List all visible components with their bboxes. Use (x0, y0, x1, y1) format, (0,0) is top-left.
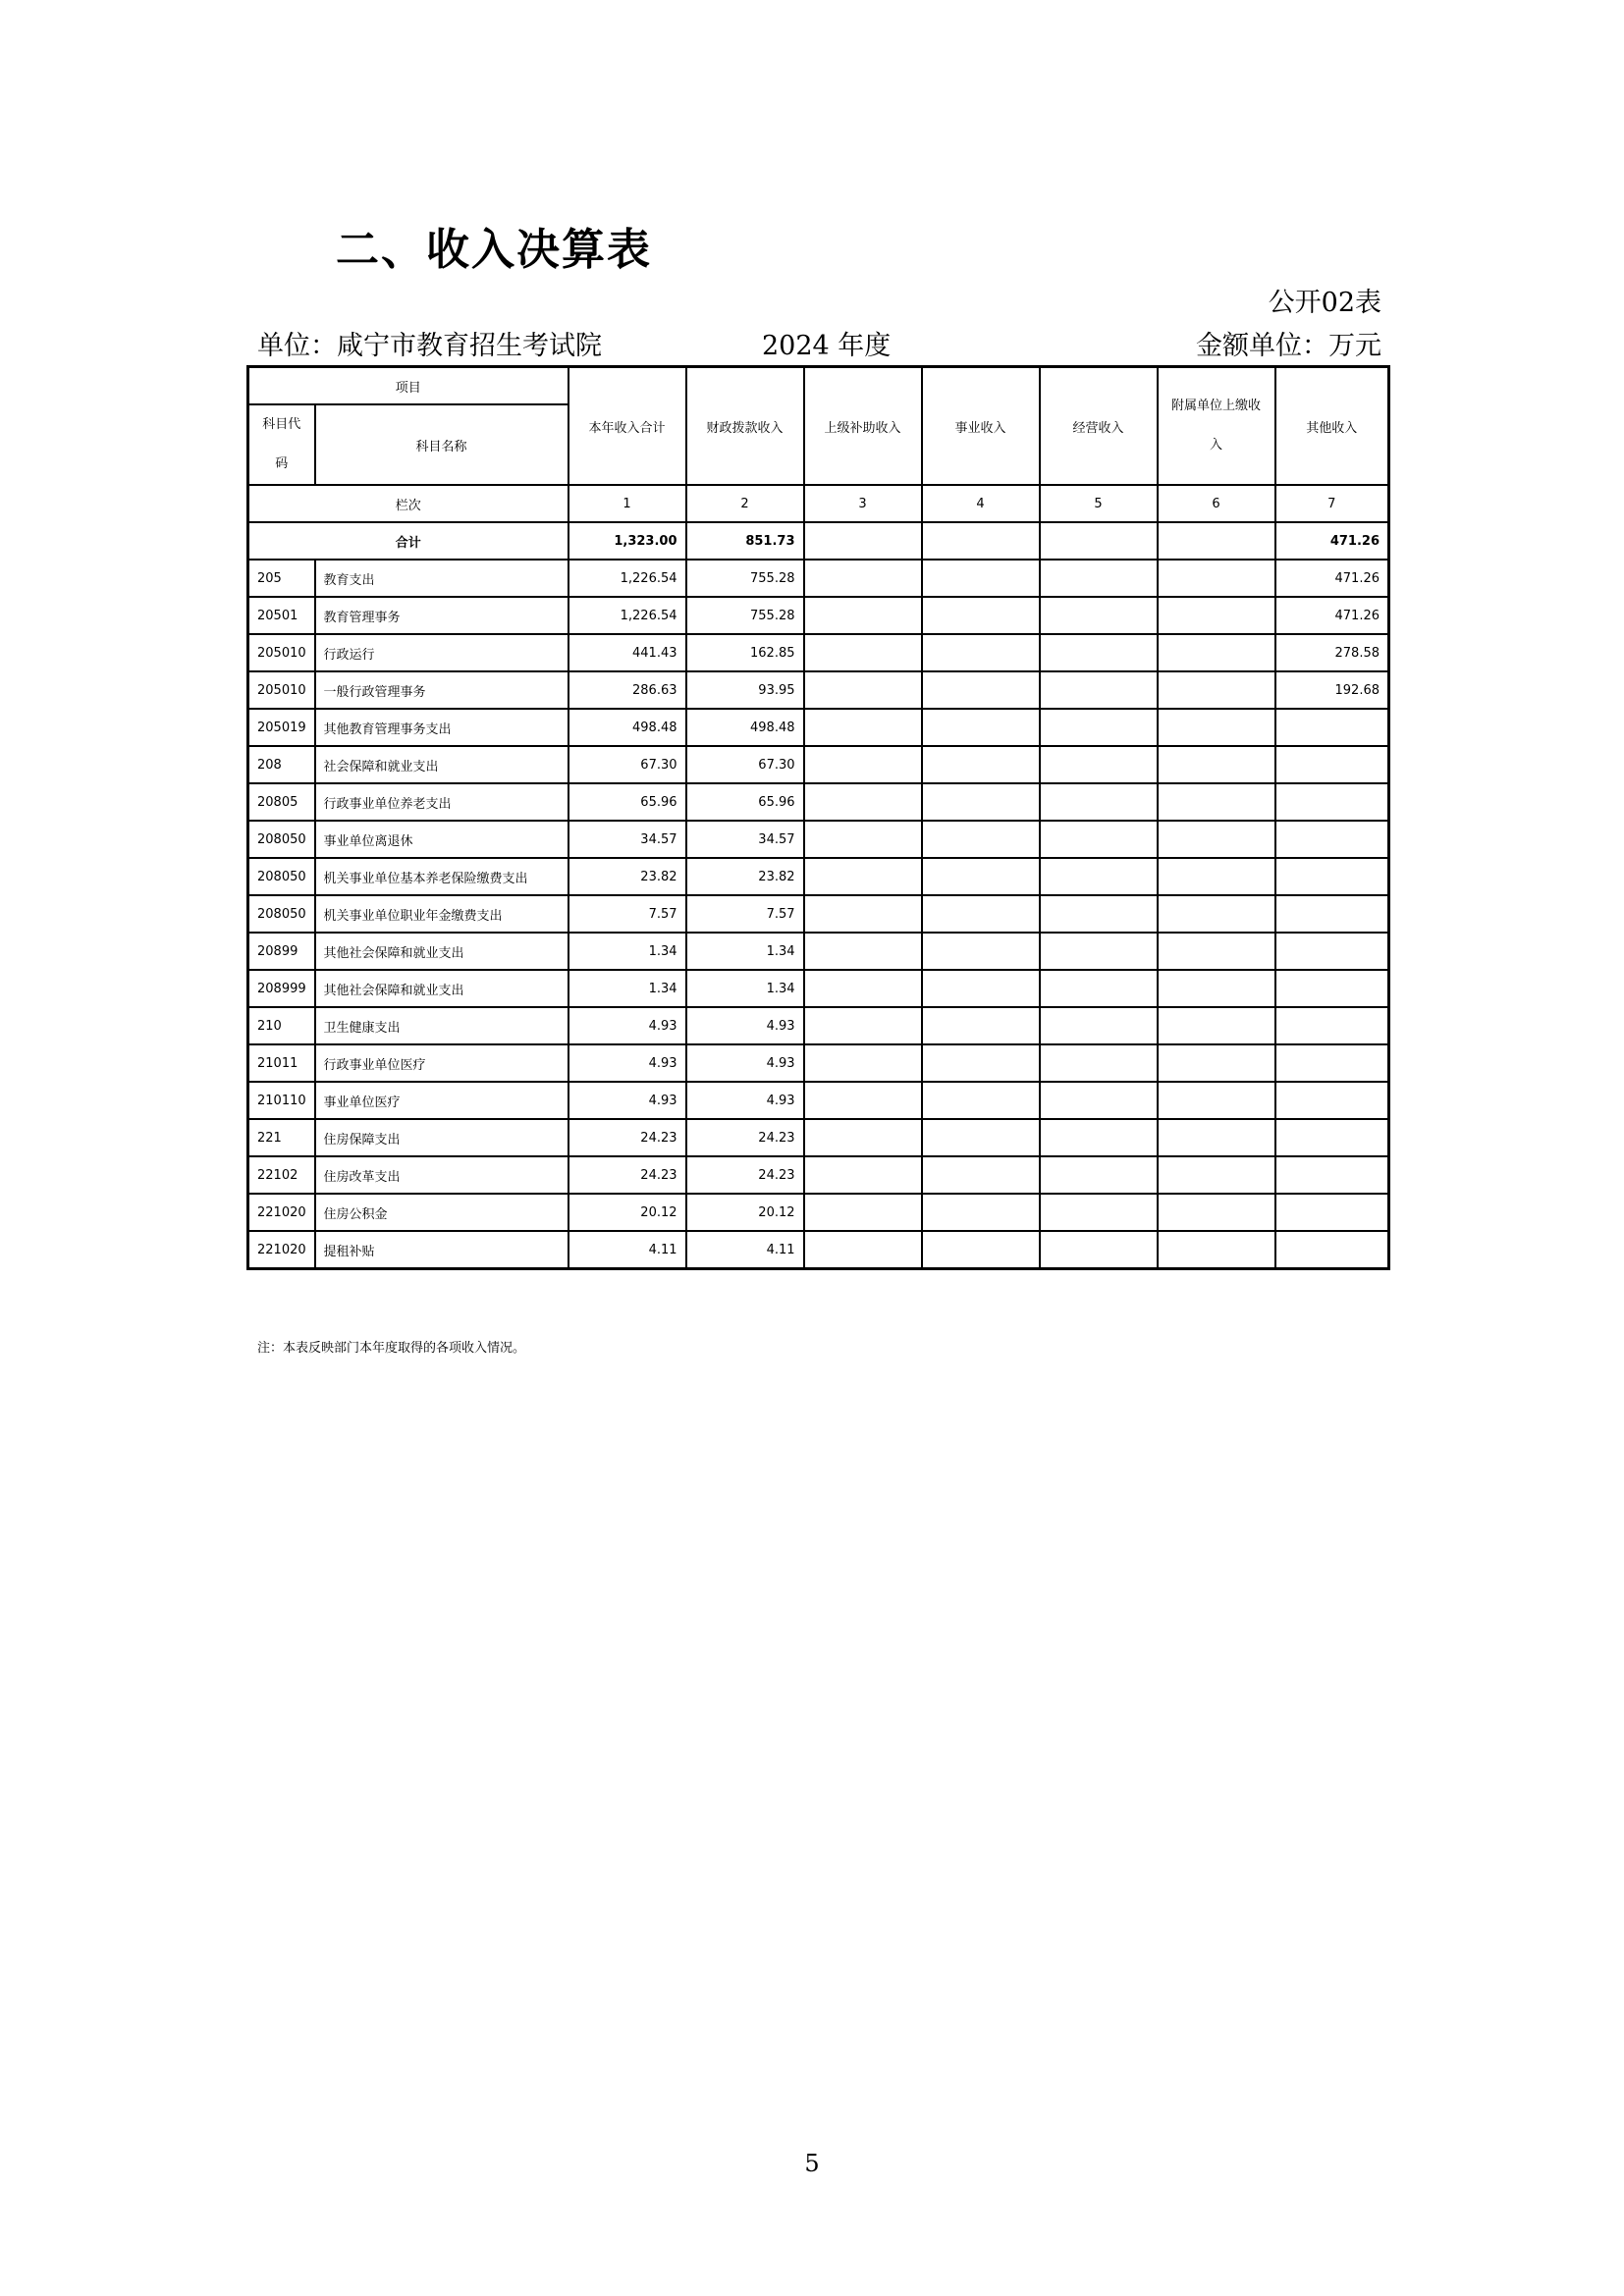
row-c6 (1158, 895, 1275, 933)
row-c1: 498.48 (568, 709, 686, 746)
row-code: 20501 (248, 597, 315, 634)
row-c7: 278.58 (1275, 634, 1389, 671)
row-name: 教育支出 (315, 560, 568, 597)
row-c5 (1040, 1082, 1158, 1119)
row-c1: 20.12 (568, 1194, 686, 1231)
row-code: 20899 (248, 933, 315, 970)
row-c7 (1275, 970, 1389, 1007)
row-c6 (1158, 1082, 1275, 1119)
row-c5 (1040, 1119, 1158, 1156)
row-c6 (1158, 746, 1275, 783)
row-c1: 7.57 (568, 895, 686, 933)
row-c2: 4.11 (686, 1231, 804, 1269)
header-col7: 其他收入 (1275, 367, 1389, 486)
table-row (248, 783, 1389, 821)
row-c6 (1158, 709, 1275, 746)
row-c1: 24.23 (568, 1119, 686, 1156)
row-c3 (804, 1194, 922, 1231)
row-code: 210 (248, 1007, 315, 1044)
row-c4 (922, 1194, 1040, 1231)
table-note: 注：本表反映部门本年度取得的各项收入情况。 (257, 1341, 526, 1356)
row-c1: 4.93 (568, 1007, 686, 1044)
row-c4 (922, 597, 1040, 634)
table-row (248, 560, 1389, 597)
row-c3 (804, 1231, 922, 1269)
row-c6 (1158, 1156, 1275, 1194)
row-c1: 34.57 (568, 821, 686, 858)
table-row (248, 1156, 1389, 1194)
row-c7: 471.26 (1275, 597, 1389, 634)
table-row (248, 1044, 1389, 1082)
row-c5 (1040, 709, 1158, 746)
row-c6 (1158, 783, 1275, 821)
table-row (248, 970, 1389, 1007)
row-name: 机关事业单位基本养老保险缴费支出 (315, 858, 568, 895)
row-code: 205 (248, 560, 315, 597)
row-c3 (804, 709, 922, 746)
row-name: 其他社会保障和就业支出 (315, 970, 568, 1007)
fiscal-year: 2024 年度 (762, 331, 892, 361)
row-name: 事业单位医疗 (315, 1082, 568, 1119)
col-number: 5 (1040, 485, 1158, 522)
row-c2: 24.23 (686, 1156, 804, 1194)
row-c3 (804, 1007, 922, 1044)
row-c5 (1040, 634, 1158, 671)
row-c2: 23.82 (686, 858, 804, 895)
row-c2: 20.12 (686, 1194, 804, 1231)
column-number-row (248, 485, 1389, 522)
row-name: 行政事业单位医疗 (315, 1044, 568, 1082)
row-code: 205019 (248, 709, 315, 746)
total-c3 (804, 522, 922, 560)
col-number: 3 (804, 485, 922, 522)
row-code: 208050 (248, 821, 315, 858)
row-c7 (1275, 1194, 1389, 1231)
row-c1: 65.96 (568, 783, 686, 821)
row-c4 (922, 1044, 1040, 1082)
row-c4 (922, 634, 1040, 671)
form-number: 公开02表 (1268, 288, 1381, 318)
money-unit: 金额单位：万元 (1196, 331, 1381, 361)
row-c2: 24.23 (686, 1119, 804, 1156)
row-code: 208050 (248, 895, 315, 933)
row-code: 20805 (248, 783, 315, 821)
page-title: 二、收入决算表 (336, 225, 652, 275)
table-row (248, 933, 1389, 970)
row-c3 (804, 970, 922, 1007)
income-table (246, 365, 1390, 1270)
row-c5 (1040, 1007, 1158, 1044)
table-row (248, 1007, 1389, 1044)
row-c2: 4.93 (686, 1044, 804, 1082)
row-name: 卫生健康支出 (315, 1007, 568, 1044)
table-row (248, 634, 1389, 671)
row-c7 (1275, 1156, 1389, 1194)
table-row (248, 821, 1389, 858)
row-c6 (1158, 634, 1275, 671)
row-c2: 93.95 (686, 671, 804, 709)
row-code: 221 (248, 1119, 315, 1156)
row-c7 (1275, 933, 1389, 970)
row-c3 (804, 933, 922, 970)
row-c2: 4.93 (686, 1082, 804, 1119)
row-c1: 286.63 (568, 671, 686, 709)
header-col3: 上级补助收入 (804, 367, 922, 486)
total-c2: 851.73 (686, 522, 804, 560)
row-c6 (1158, 1007, 1275, 1044)
row-c1: 441.43 (568, 634, 686, 671)
row-c6 (1158, 1194, 1275, 1231)
row-c4 (922, 1231, 1040, 1269)
row-c1: 67.30 (568, 746, 686, 783)
row-c4 (922, 1156, 1040, 1194)
row-c4 (922, 783, 1040, 821)
row-c4 (922, 933, 1040, 970)
row-c3 (804, 821, 922, 858)
row-c2: 67.30 (686, 746, 804, 783)
table-row (248, 1119, 1389, 1156)
row-code: 205010 (248, 671, 315, 709)
row-code: 205010 (248, 634, 315, 671)
row-c3 (804, 1044, 922, 1082)
row-c1: 24.23 (568, 1156, 686, 1194)
row-c2: 755.28 (686, 560, 804, 597)
row-c6 (1158, 933, 1275, 970)
row-code: 208999 (248, 970, 315, 1007)
row-name: 行政事业单位养老支出 (315, 783, 568, 821)
row-c4 (922, 709, 1040, 746)
row-c5 (1040, 933, 1158, 970)
page-number: 5 (804, 2150, 820, 2177)
table-row (248, 895, 1389, 933)
row-c7 (1275, 1044, 1389, 1082)
row-c3 (804, 597, 922, 634)
total-c4 (922, 522, 1040, 560)
row-name: 一般行政管理事务 (315, 671, 568, 709)
row-c7: 192.68 (1275, 671, 1389, 709)
row-label: 栏次 (248, 485, 568, 522)
row-c7 (1275, 1231, 1389, 1269)
row-c5 (1040, 821, 1158, 858)
col-number: 1 (568, 485, 686, 522)
row-name: 住房改革支出 (315, 1156, 568, 1194)
row-c4 (922, 821, 1040, 858)
table-row (248, 597, 1389, 634)
row-c4 (922, 858, 1040, 895)
col-number: 4 (922, 485, 1040, 522)
row-c6 (1158, 597, 1275, 634)
row-c4 (922, 671, 1040, 709)
table-row (248, 1194, 1389, 1231)
row-c5 (1040, 1156, 1158, 1194)
header-col5: 经营收入 (1040, 367, 1158, 486)
table-row (248, 1082, 1389, 1119)
row-c1: 4.93 (568, 1082, 686, 1119)
row-c7 (1275, 1007, 1389, 1044)
total-c1: 1,323.00 (568, 522, 686, 560)
row-c7 (1275, 746, 1389, 783)
header-col2: 财政拨款收入 (686, 367, 804, 486)
row-c7 (1275, 858, 1389, 895)
table-row (248, 1231, 1389, 1269)
row-c3 (804, 746, 922, 783)
row-c5 (1040, 671, 1158, 709)
row-c1: 1.34 (568, 970, 686, 1007)
row-c6 (1158, 1119, 1275, 1156)
total-label: 合计 (248, 522, 568, 560)
header-col6: 附属单位上缴收入 (1158, 367, 1275, 486)
row-c2: 4.93 (686, 1007, 804, 1044)
row-c2: 65.96 (686, 783, 804, 821)
row-c7 (1275, 1082, 1389, 1119)
row-c5 (1040, 783, 1158, 821)
row-c3 (804, 783, 922, 821)
row-c4 (922, 746, 1040, 783)
row-c2: 1.34 (686, 970, 804, 1007)
row-name: 住房保障支出 (315, 1119, 568, 1156)
row-code: 208 (248, 746, 315, 783)
row-c3 (804, 858, 922, 895)
row-c5 (1040, 970, 1158, 1007)
row-c2: 34.57 (686, 821, 804, 858)
row-c3 (804, 1082, 922, 1119)
header-name: 科目名称 (315, 404, 568, 485)
col-number: 6 (1158, 485, 1275, 522)
row-c5 (1040, 1231, 1158, 1269)
table-row (248, 746, 1389, 783)
row-c5 (1040, 858, 1158, 895)
table-row (248, 671, 1389, 709)
total-row (248, 522, 1389, 560)
row-c3 (804, 671, 922, 709)
row-c5 (1040, 1194, 1158, 1231)
total-c5 (1040, 522, 1158, 560)
row-c2: 755.28 (686, 597, 804, 634)
row-c7 (1275, 821, 1389, 858)
row-c6 (1158, 1044, 1275, 1082)
row-c2: 162.85 (686, 634, 804, 671)
row-c1: 23.82 (568, 858, 686, 895)
row-name: 其他教育管理事务支出 (315, 709, 568, 746)
row-c7 (1275, 709, 1389, 746)
header-code: 科目代码 (248, 404, 315, 485)
col-number: 7 (1275, 485, 1389, 522)
col-number: 2 (686, 485, 804, 522)
row-code: 22102 (248, 1156, 315, 1194)
row-c1: 4.93 (568, 1044, 686, 1082)
row-name: 机关事业单位职业年金缴费支出 (315, 895, 568, 933)
row-c4 (922, 895, 1040, 933)
row-name: 其他社会保障和就业支出 (315, 933, 568, 970)
header-row-project (248, 367, 1389, 405)
row-c4 (922, 1119, 1040, 1156)
table-row (248, 858, 1389, 895)
row-c6 (1158, 560, 1275, 597)
total-c7: 471.26 (1275, 522, 1389, 560)
row-c2: 498.48 (686, 709, 804, 746)
row-c2: 7.57 (686, 895, 804, 933)
row-c7: 471.26 (1275, 560, 1389, 597)
row-c1: 4.11 (568, 1231, 686, 1269)
row-c4 (922, 1007, 1040, 1044)
row-c4 (922, 560, 1040, 597)
row-c5 (1040, 1044, 1158, 1082)
row-c6 (1158, 1231, 1275, 1269)
row-c5 (1040, 746, 1158, 783)
row-code: 208050 (248, 858, 315, 895)
row-code: 21011 (248, 1044, 315, 1082)
row-name: 事业单位离退休 (315, 821, 568, 858)
row-code: 210110 (248, 1082, 315, 1119)
row-c5 (1040, 597, 1158, 634)
header-col4: 事业收入 (922, 367, 1040, 486)
row-c7 (1275, 1119, 1389, 1156)
row-c3 (804, 1156, 922, 1194)
row-name: 提租补贴 (315, 1231, 568, 1269)
row-c6 (1158, 671, 1275, 709)
row-c7 (1275, 895, 1389, 933)
row-c5 (1040, 895, 1158, 933)
header-project: 项目 (248, 367, 568, 405)
row-c6 (1158, 970, 1275, 1007)
row-c3 (804, 560, 922, 597)
row-c5 (1040, 560, 1158, 597)
row-c2: 1.34 (686, 933, 804, 970)
row-c6 (1158, 858, 1275, 895)
row-c6 (1158, 821, 1275, 858)
total-c6 (1158, 522, 1275, 560)
row-c3 (804, 895, 922, 933)
row-c3 (804, 1119, 922, 1156)
row-name: 住房公积金 (315, 1194, 568, 1231)
table-row (248, 709, 1389, 746)
row-c4 (922, 1082, 1040, 1119)
row-c1: 1,226.54 (568, 597, 686, 634)
row-c4 (922, 970, 1040, 1007)
row-name: 行政运行 (315, 634, 568, 671)
row-c1: 1,226.54 (568, 560, 686, 597)
row-c7 (1275, 783, 1389, 821)
unit-label: 单位：咸宁市教育招生考试院 (257, 331, 602, 361)
row-c1: 1.34 (568, 933, 686, 970)
row-name: 教育管理事务 (315, 597, 568, 634)
row-code: 221020 (248, 1194, 315, 1231)
row-code: 221020 (248, 1231, 315, 1269)
row-c3 (804, 634, 922, 671)
header-col1: 本年收入合计 (568, 367, 686, 486)
row-name: 社会保障和就业支出 (315, 746, 568, 783)
